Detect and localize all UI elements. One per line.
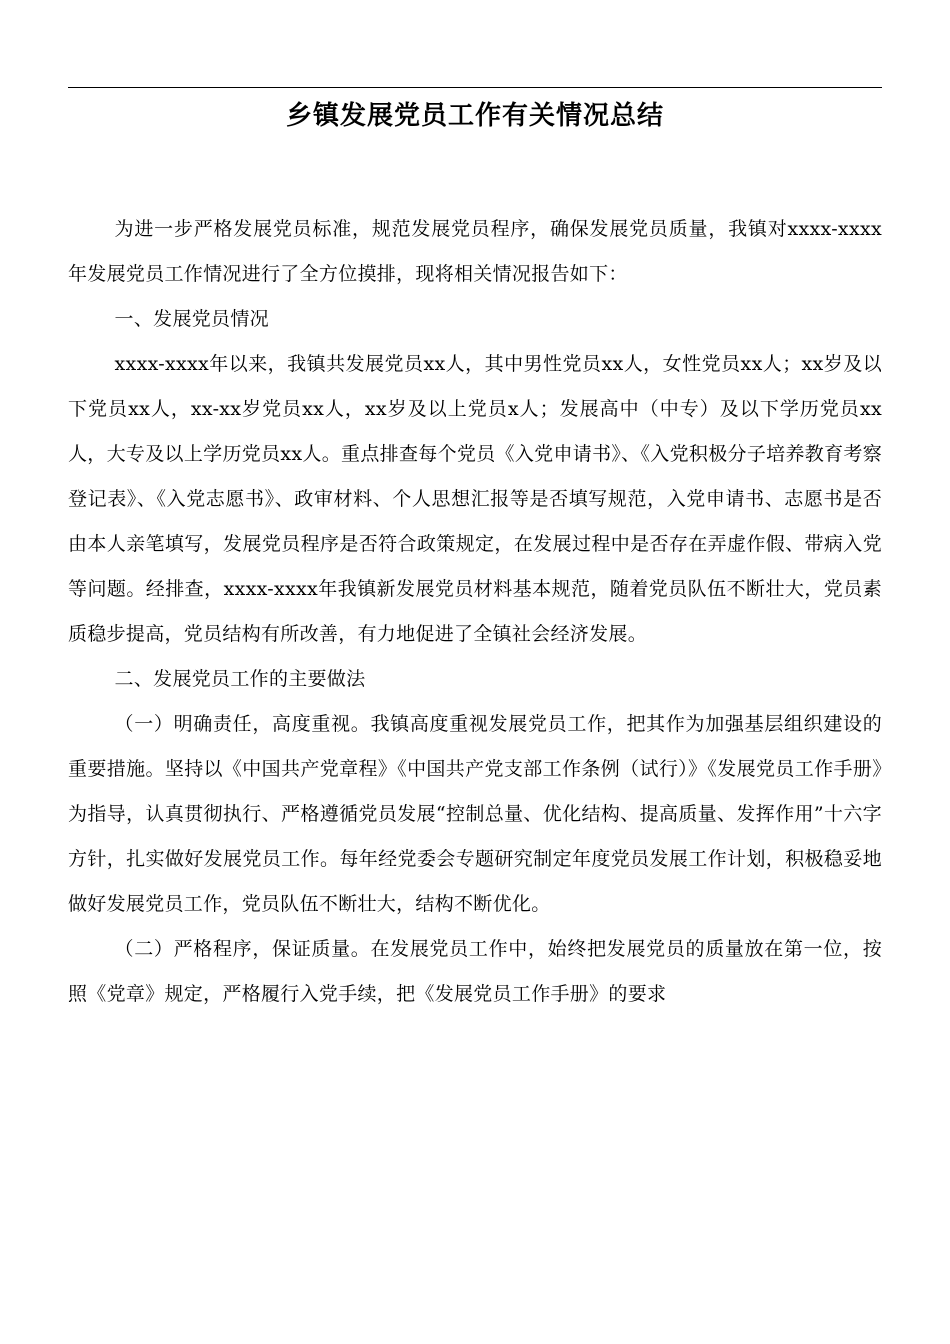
section-1-paragraph: xxxx-xxxx年以来，我镇共发展党员xx人，其中男性党员xx人，女性党员xx人；xx岁及以下党员xx人，xx-xx岁党员xx人，xx岁及以上党员x人；发展高中（中专）及以下学历党员xx人，大专及以上学历党员xx人。重点排查每个党员《入党申请书》、《入党积极分子培养教育考察登记表》、《入党志愿书》、政审材料、个人思想汇报等是否填写规范，入党申请书、志愿书是否由本人亲笔填写，发展党员程序是否符合政策规定，在发展过程中是否存在弄虚作假、带病入党等问题。经排查，xxxx-xxxx年我镇新发展党员材料基本规范，随着党员队伍不断壮大，党员素质稳步提高，党员结构有所改善，有力地促进了全镇社会经济发展。 [68, 353, 882, 645]
section-heading-1: 一、发展党员情况 [114, 308, 269, 330]
intro-paragraph: 为进一步严格发展党员标准，规范发展党员程序，确保发展党员质量，我镇对xxxx-xxxx年发展党员工作情况进行了全方位摸排，现将相关情况报告如下： [68, 218, 882, 285]
subsection-2-paragraph: （二）严格程序，保证质量。在发展党员工作中，始终把发展党员的质量放在第一位，按照《党章》规定，严格履行入党手续，把《发展党员工作手册》的要求 [68, 938, 882, 1005]
subsection-1-paragraph: （一）明确责任，高度重视。我镇高度重视发展党员工作，把其作为加强基层组织建设的重要措施。坚持以《中国共产党章程》《中国共产党支部工作条例（试行）》《发展党员工作手册》为指导，认真贯彻执行、严格遵循党员发展“控制总量、优化结构、提高质量、发挥作用”十六字方针，扎实做好发展党员工作。每年经党委会专题研究制定年度党员发展工作计划，积极稳妥地做好发展党员工作，党员队伍不断壮大，结构不断优化。 [68, 713, 882, 915]
document-body [68, 207, 882, 1017]
header-rule [68, 87, 882, 88]
section-heading-2: 二、发展党员工作的主要做法 [114, 668, 366, 690]
document-title: 乡镇发展党员工作有关情况总结 [285, 101, 664, 131]
